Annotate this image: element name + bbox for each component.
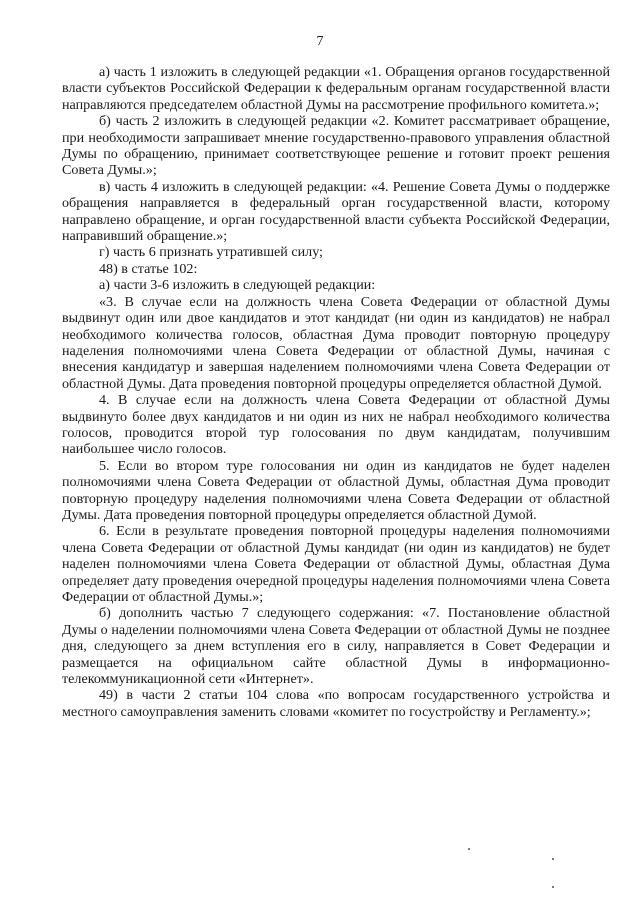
paragraph-item-a-part-1: а) часть 1 изложить в следующей редакции «1. Обращения органов государственной власти субъектов Российской Федерации к федеральным органам государственной власти направляются председателем областной Думы на рассмотрение профильного комитета.»; xyxy=(62,64,610,113)
paragraph-clause-3: «3. В случае если на должность члена Совета Федерации от областной Думы выдвинут один или двое кандидатов и этот кандидат (ни один из кандидатов) не набрал необходимого количества голосов, областная Дума проводит повторную процедуру наделения полномочиями члена Совета Федерации от областной Думы, начиная с внесения кандидатур и завершая наделением полномочиями члена Совета Федерации от областной Думы. Дата проведения повторной процедуры определяется областной Думой. xyxy=(62,293,610,392)
paragraph-item-b-part-7: б) дополнить частью 7 следующего содержания: «7. Постановление областной Думы о наделении полномочиями члена Совета Федерации от областной Думы не позднее дня, следующего за днем вступления его в силу, направляется в Совет Федерации и размещается на официальном сайте областной Думы в информационно-телекоммуникационной сети «Интернет». xyxy=(62,605,610,688)
paragraph-clause-6: 6. Если в результате проведения повторной процедуры наделения полномочиями члена Совета Федерации от областной Думы кандидат (ни один из кандидатов) не будет наделен полномочиями члена Совета Федерации от областной Думы, областная Дума определяет дату проведения очередной процедуры наделения полномочиями члена Совета Федерации от областной Думы.»; xyxy=(62,523,610,605)
document-body xyxy=(62,64,610,720)
paragraph-item-g-part-6: г) часть 6 признать утратившей силу; xyxy=(99,244,323,261)
paragraph-clause-5: 5. Если во втором туре голосования ни один из кандидатов не будет наделен полномочиями члена Совета Федерации от областной Думы, областная Дума проводит повторную процедуру наделения полномочиями члена Совета Федерации от областной Думы. Дата проведения повторной процедуры определяется областной Думой. xyxy=(62,457,610,523)
paragraph-item-b-part-2: б) часть 2 изложить в следующей редакции «2. Комитет рассматривает обращение, при необходимости запрашивает мнение государственно-правового управления областной Думы по обращению, принимает соответствующее решение и готовит проект решения Совета Думы.»; xyxy=(62,113,610,179)
paragraph-item-49: 49) в части 2 статьи 104 слова «по вопросам государственного устройства и местного самоуправления заменить словами «комитет по госустройству и Регламенту.»; xyxy=(62,687,610,720)
paragraph-item-a-parts-3-6: а) части 3-6 изложить в следующей редакции: xyxy=(99,277,376,294)
scan-speck xyxy=(552,886,554,888)
paragraph-item-v-part-4: в) часть 4 изложить в следующей редакции: «4. Решение Совета Думы о поддержке обращения направляется в федеральный орган государственной власти, которому направлено обращение, и орган государственной власти субъекта Российской Федерации, направивший обращение.»; xyxy=(62,178,610,245)
scan-speck xyxy=(468,848,470,850)
page-number: 7 xyxy=(316,34,324,49)
paragraph-clause-4: 4. В случае если на должность члена Совета Федерации от областной Думы выдвинуто более двух кандидатов и ни один из них не набрал необходимого количества голосов, проводится второй тур голосования по двум кандидатам, получившим наибольшее число голосов. xyxy=(62,392,610,458)
scan-speck xyxy=(552,858,554,860)
paragraph-item-48: 48) в статье 102: xyxy=(99,260,198,277)
